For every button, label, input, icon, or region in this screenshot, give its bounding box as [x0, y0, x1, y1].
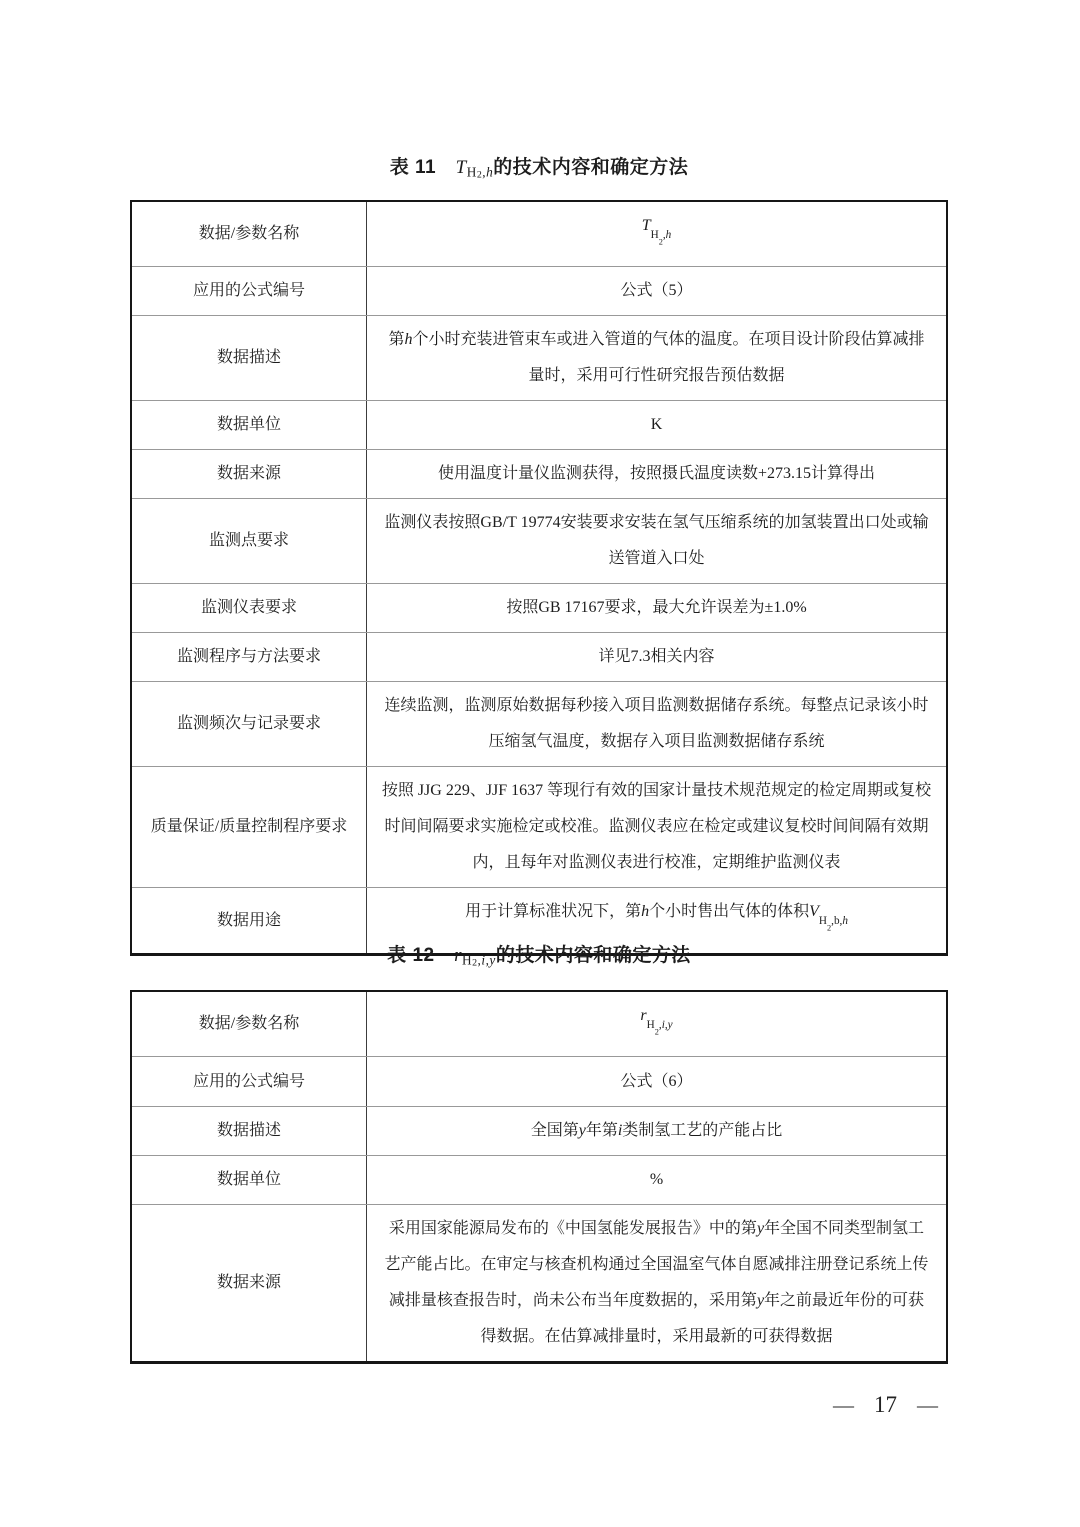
table-row [132, 315, 946, 400]
row-label-cell: 数据单位 [132, 401, 367, 449]
table-row [132, 992, 946, 1056]
table-row [132, 766, 946, 887]
footer-dash-right: — [917, 1392, 938, 1417]
row-content-cell: 连续监测，监测原始数据每秒接入项目监测数据储存系统。每整点记录该小时压缩氢气温度，数据存入项目监测数据储存系统 [384, 697, 929, 751]
row-content-cell: 公式（6） [620, 1072, 693, 1090]
table-row [132, 1204, 946, 1361]
row-content-cell: 按照 JJG 229、JJF 1637 等现行有效的国家计量技术规范规定的检定周期或复校时间间隔要求实施检定或校准。监测仪表应在检定或建议复校时间间隔有效期内，且每年对监测仪表进行校准，定期维护监测仪表 [381, 782, 932, 872]
footer-dash-left: — [833, 1392, 854, 1417]
row-content-cell: 监测仪表按照GB/T 19774安装要求安装在氢气压缩系统的加氢装置出口处或输送管道入口处 [384, 514, 929, 568]
row-content-cell: 全国第y年第i类制氢工艺的产能占比 [530, 1122, 783, 1140]
table-row [132, 498, 946, 583]
row-content-cell: 第h个小时充装进管束车或进入管道的气体的温度。在项目设计阶段估算减排量时，采用可行性研究报告预估数据 [388, 331, 925, 385]
table-row [132, 583, 946, 632]
row-label-cell: 监测仪表要求 [132, 584, 367, 632]
table-row [132, 632, 946, 681]
row-label-cell: 质量保证/质量控制程序要求 [132, 767, 367, 887]
table-11-title: 表 11 $TH_2,h$的技术内容和确定方法 [389, 157, 689, 181]
row-label-cell: 数据描述 [132, 316, 367, 400]
page-footer [833, 1392, 938, 1418]
row-content-cell: 按照GB 17167要求，最大允许误差为±1.0% [506, 599, 807, 617]
table-row [132, 1056, 946, 1106]
table-row [132, 202, 946, 266]
row-label-cell: 数据/参数名称 [132, 202, 367, 266]
table-row [132, 449, 946, 498]
row-content-cell: % [649, 1171, 664, 1189]
row-content-cell: 使用温度计量仪监测获得，按照摄氏温度读数+273.15计算得出 [437, 465, 876, 483]
row-label-cell: 监测点要求 [132, 499, 367, 583]
row-content-cell: 用于计算标准状况下，第h个小时售出气体的体积$V_{H2,b,h}$ [465, 903, 848, 933]
row-label-cell: 数据来源 [132, 450, 367, 498]
row-label-cell: 数据来源 [132, 1205, 367, 1361]
table-row [132, 1106, 946, 1155]
table-row [132, 1155, 946, 1204]
row-label-cell: 数据单位 [132, 1156, 367, 1204]
row-label-cell: 应用的公式编号 [132, 1057, 367, 1106]
row-label-cell: 数据描述 [132, 1107, 367, 1155]
row-label-cell: 监测程序与方法要求 [132, 633, 367, 681]
table-12 [130, 990, 948, 1364]
row-content-cell: K [650, 416, 663, 434]
row-content-cell: 采用国家能源局发布的《中国氢能发展报告》中的第y年全国不同类型制氢工艺产能占比。在审定与核查机构通过全国温室气体自愿减排注册登记系统上传减排量核查报告时，尚未公布当年度数据的，采用第y年之前最近年份的可获得数据。在估算减排量时，采用最新的可获得数据 [384, 1220, 929, 1346]
row-content-cell: 公式（5） [620, 282, 693, 300]
table-row [132, 266, 946, 315]
row-label-cell: 数据/参数名称 [132, 992, 367, 1056]
table-row [132, 400, 946, 449]
row-content-cell: $r_{H2,i,y}$ [640, 1007, 673, 1037]
row-label-cell: 应用的公式编号 [132, 267, 367, 315]
table-11 [130, 200, 948, 956]
row-label-cell: 监测频次与记录要求 [132, 682, 367, 766]
row-label-cell: 数据用途 [132, 888, 367, 952]
table-row [132, 681, 946, 766]
table-12-title: 表 12 $rH_2,i,y$的技术内容和确定方法 [387, 945, 691, 969]
page-number: 17 [874, 1392, 897, 1417]
row-content-cell: $T_{H2,h}$ [641, 217, 672, 247]
row-content-cell: 详见7.3相关内容 [598, 648, 715, 666]
